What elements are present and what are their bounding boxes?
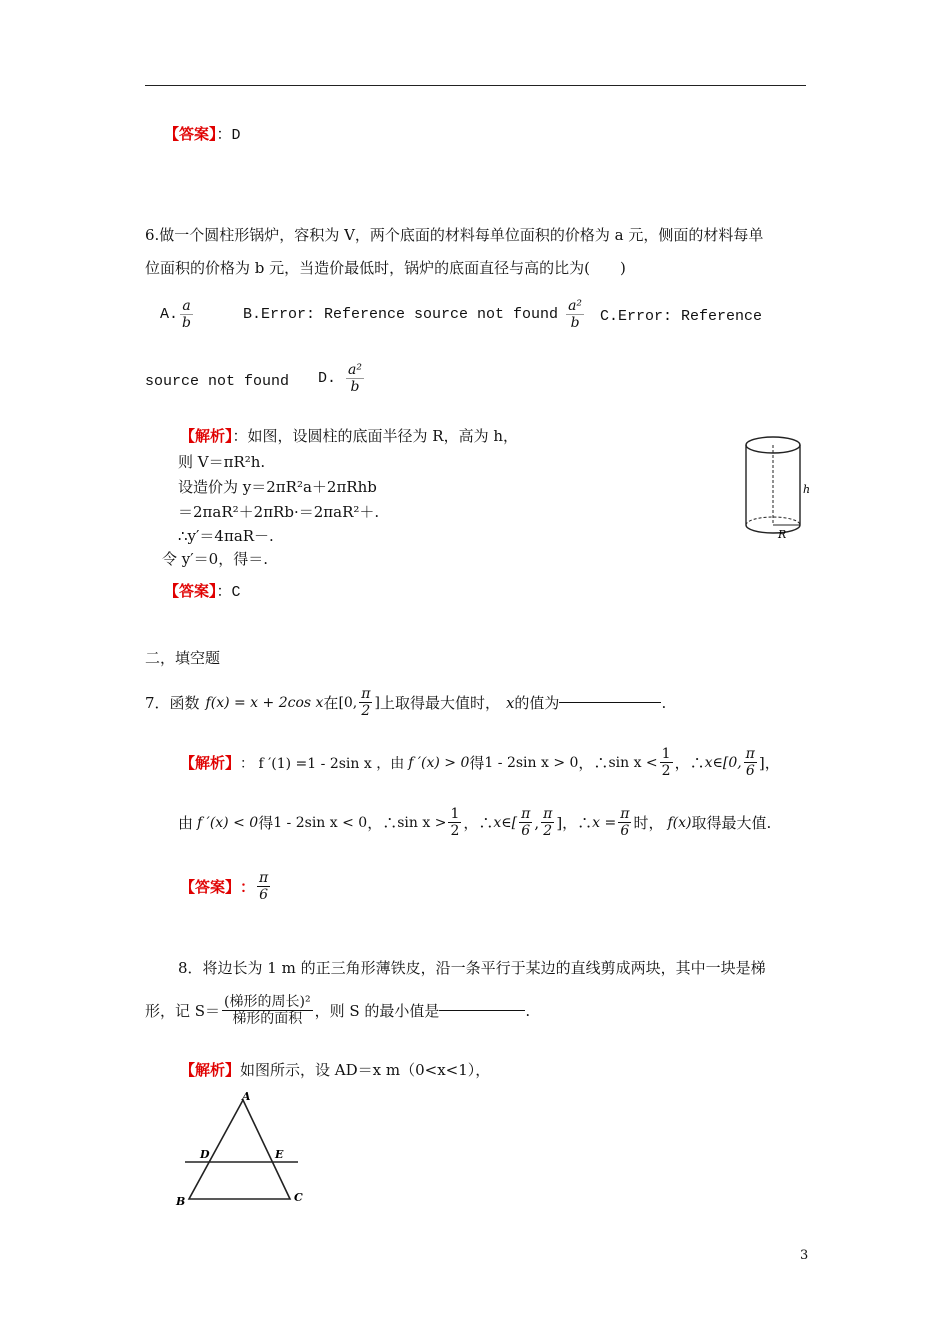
q7-analysis-line1 [180,746,780,779]
analysis-math: 1 - 2sin x > 0 [484,754,579,771]
analysis-math: x∈[ [493,814,518,831]
stem-end: . [525,1001,531,1020]
analysis-math: sin x < [608,754,658,771]
fraction-numerator: a² [568,298,583,314]
page-number: 3 [800,1248,809,1263]
analysis-text: 得 [469,754,485,773]
fraction-denominator: b [570,315,580,332]
analysis-text: 如图所示，设 AD＝x m（0<x<1）， [240,1061,491,1079]
fraction-numerator: π [543,806,553,822]
vertex-a-label: A [242,1090,251,1103]
q6-analysis-line3: 设造价为 y＝2πR²a＋2πRhb [178,478,377,496]
analysis-text: 取得最大值. [691,814,772,833]
answer-value: ：C [216,584,241,601]
fraction-denominator: b [182,315,191,332]
q6-analysis-line5: ∴y′＝4πaR－. [178,527,274,545]
q8-line1: 8．将边长为 1 m 的正三角形薄铁皮，沿一条平行于某边的直线剪成两块，其中一块是梯 [178,959,766,977]
analysis-text: ]，∴ [556,814,593,833]
fraction-numerator: π [259,870,269,886]
analysis-text: 得 [258,814,274,833]
q8-line2 [145,994,530,1027]
radius-label: R [778,528,787,541]
q6-line2: 位面积的价格为 b 元，当造价最低时，锅炉的底面直径与高的比为( ) [145,259,626,277]
answer-label: 【答案】 [180,878,241,897]
analysis-text: 时， [633,814,664,833]
fraction-numerator: (梯形的周长)² [224,994,311,1010]
q6-analysis-line4: ＝2πaR²＋2πRb·＝2πaR²＋. [178,503,380,521]
answer-value: ：D [216,127,241,144]
section-heading: 二，填空题 [145,649,221,667]
answer-label: 【答案】 [164,582,217,600]
variable-x: x [505,693,515,712]
q7-answer [180,870,272,903]
option-label: B.Error: Reference source not found [243,306,559,324]
fraction-denominator: 2 [661,763,671,780]
q6-option-b [243,298,586,331]
header-rule [145,85,806,86]
stem-end: . [661,693,667,712]
q6-option-c-cont: source not found [145,373,290,390]
q6-line1: 6.做一个圆柱形锅炉，容积为 V，两个底面的材料每单位面积的价格为 a 元，侧面的材料每单 [145,226,764,244]
option-fraction [346,362,364,395]
fraction-denominator: 2 [361,703,371,720]
analysis-fraction [448,806,461,839]
analysis-math: x∈[0, [704,754,742,771]
analysis-text: ]， [758,754,780,773]
interval-open: [0, [338,694,358,711]
s-definition-fraction [222,994,313,1027]
stem-text: 在 [323,694,339,713]
fraction-denominator: 6 [745,763,755,780]
analysis-fraction [541,806,554,839]
fraction-numerator: a² [348,362,362,378]
vertex-b-label: B [176,1195,186,1208]
fraction-denominator: b [350,379,360,396]
analysis-math: f ′(x) < 0 [197,814,259,831]
answer-blank [559,702,661,703]
stem-text: 形，记 S＝ [145,1002,221,1021]
analysis-text: , [534,813,540,832]
answer-label: 【答案】 [164,125,217,143]
fraction-denominator: 2 [450,823,460,840]
height-label: h [803,483,811,496]
cylinder-figure [740,433,820,543]
fraction-denominator: 6 [259,887,269,904]
analysis-text: ，∴ [674,754,705,773]
analysis-math: f(x) [667,814,692,831]
fraction-numerator: π [521,806,531,822]
analysis-math: f ′(x) > 0 [408,754,470,771]
question-number: 7．函数 [145,694,200,713]
analysis-label: 【解析】 [180,754,241,773]
q7-analysis-line2 [178,806,771,839]
q6-analysis-line2: 则 V＝πR²h. [178,453,266,471]
q6-analysis-line6: 令 y′＝0，得＝. [162,550,268,568]
answer-blank [439,1010,525,1011]
fraction-numerator: 1 [661,746,671,762]
q6-option-c: C.Error: Reference [600,308,763,325]
function-expression: f(x) = x + 2cos x [205,694,324,711]
analysis-text: ： f ′(1) =1 - 2sin x ，由 [240,755,405,772]
analysis-label: 【解析】 [180,1061,241,1079]
q8-analysis [180,1059,490,1080]
q7-stem [145,686,666,719]
fraction-numerator: π [620,806,630,822]
analysis-fraction [618,806,631,839]
vertex-c-label: C [294,1191,303,1204]
analysis-fraction [519,806,532,839]
fraction-denominator: 6 [620,823,630,840]
analysis-text: ，∴ [578,754,609,773]
interval-fraction [359,686,372,719]
analysis-math: x = [592,814,617,831]
analysis-text: ，∴ [367,814,398,833]
answer-fraction [257,870,270,903]
option-label: D. [318,370,337,388]
q6-answer [164,580,241,601]
fraction-denominator: 2 [543,823,553,840]
analysis-fraction [744,746,757,779]
fraction-numerator: 1 [450,806,460,822]
option-fraction [566,298,584,331]
analysis-text: ：如图，设圆柱的底面半径为 R，高为 h， [232,427,519,445]
option-label: A. [160,306,179,324]
q6-analysis [180,425,518,446]
stem-text: ，则 S 的最小值是 [314,1002,440,1021]
q6-option-a [160,298,195,331]
analysis-math: 1 - 2sin x < 0 [273,814,368,831]
answer-colon: ： [240,878,256,897]
stem-text: 上取得最大值时， [379,694,500,713]
analysis-math: sin x > [397,814,447,831]
q5-answer [164,123,241,144]
option-fraction [180,298,193,331]
fraction-numerator: π [361,686,371,702]
point-d-label: D [200,1148,210,1161]
analysis-label: 【解析】 [180,427,233,445]
analysis-text: ，∴ [463,814,494,833]
analysis-text: 由 [178,814,194,833]
analysis-fraction [660,746,673,779]
point-e-label: E [275,1148,284,1161]
interval-close: ] [374,694,380,711]
fraction-numerator: π [745,746,755,762]
fraction-denominator: 梯形的面积 [232,1011,303,1028]
fraction-numerator: a [182,298,191,314]
stem-text: 的值为 [514,694,560,713]
q6-option-d [318,362,366,395]
triangle-figure [170,1088,320,1210]
fraction-denominator: 6 [521,823,531,840]
